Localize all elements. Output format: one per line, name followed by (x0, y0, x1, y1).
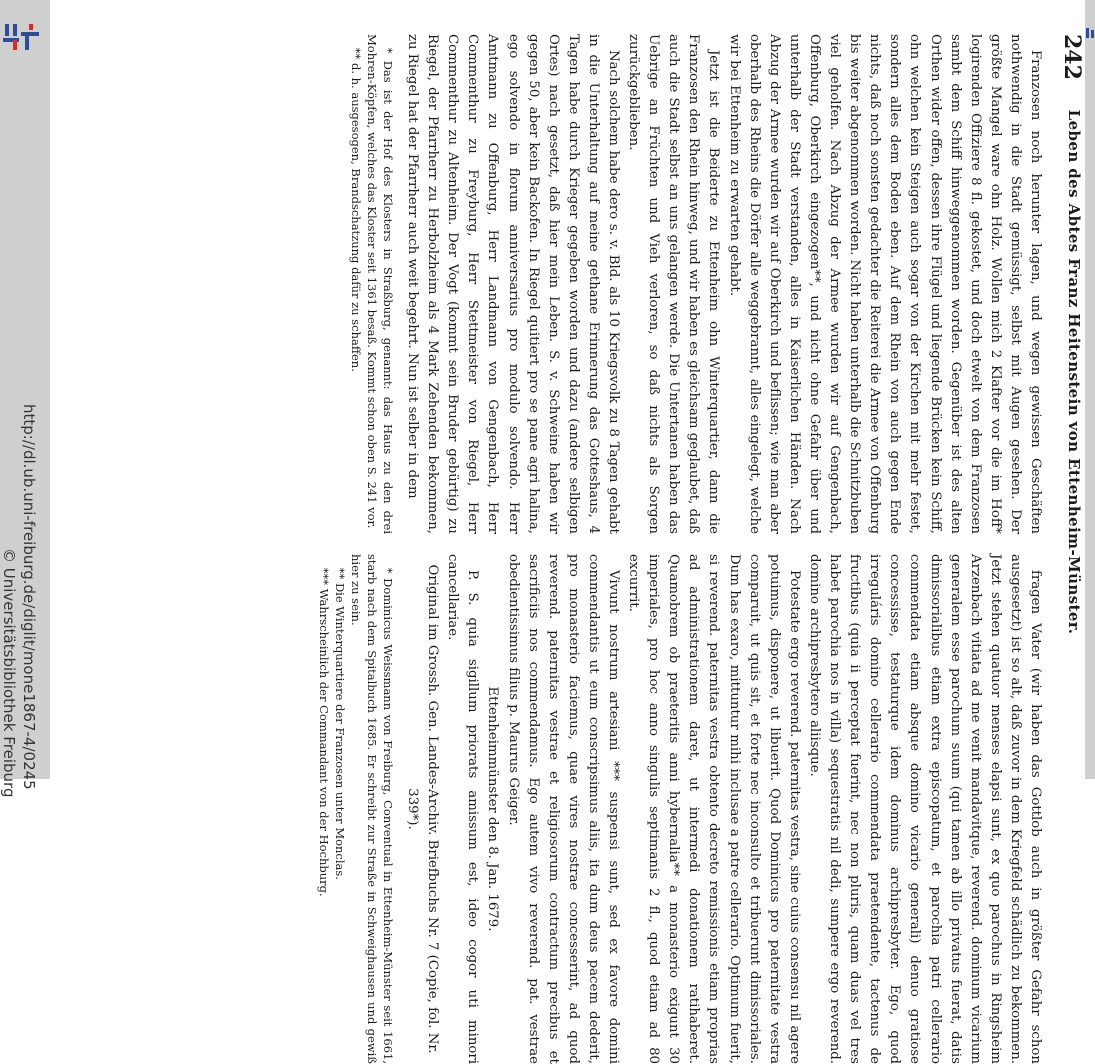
library-logo-icon[interactable] (3, 22, 41, 52)
paragraph: Franzosen noch herunter lagen, und wegen gewissen Geschäften nothwendig in die Stadt gemüssigt, selbst mit Augen gesehen. Der größte Mangel ware ohn Holz. Wollen mich 2 Klafter vor die im Hoff* logirenden Offiziere 8 fl. gekostet, und doch etwelt von dem Franzosen sambt dem Schiff hinweggenommen worden. Gegenüber ist des alten Orthen wider offen, dessen ihre Flügel und liegende Brücken kein Schiff, ohn welchen kein Steigen auch sogar von der Kirchen mit mehr festet, sondern alles dem Boden eben. Auf dem Rhein von auch gegen Ende nichts, daß noch sonsten gedachter die Reiterei die Armee von Offenburg bis weiter abgenommen worden. Nicht haben unterhalb die Schnitzbuben viel geholfen. Nach Abzug der Armee wurden wir auf Gengenbach, Offenburg, Oberkirch eingezogen**, und nicht ohne Gefahr über und unterhalb der Stadt verstanden, alles in Kaiserlichen Händen. Nach Abzug der Armee wurden wir auf Oberkirch und beflissen; wie man aber oberhalb des Rheins die Dörfer alle weggebrannt, alles eingelegt, welche wir bei Ettenheim zu erwarten gehabt. (726, 34, 1043, 534)
right-footnotes (316, 554, 396, 1064)
postscript: P. S. quia sigillum priorats amissum est, ideo cogor uti minori cancellariae. (445, 554, 481, 1064)
copyright-notice: © Universitätsbibliothek Freiburg (0, 548, 18, 798)
paragraph: Vivunt nostrum artesiani *** suspensi sunt, sed ex favore domini commendantis ut eum conscripsimus aliis, ita dum deus pacem dederit, pro monasterio faciemus, quae vires nostrae concesserint, ad quod reverend. paternitas vestrae et religiosorum contractum precibus et sacrificiis nos commendamus. Ego autem vivo reverend. pat. vestrae obedientissimus filius p. Maurus Geiger. (505, 554, 622, 1064)
page-number: 242 (1059, 34, 1085, 80)
viewer-left-sidebar (0, 0, 50, 798)
left-footnotes (348, 34, 396, 534)
footnote: ** Die Winterquartiere der Franzosen unter Monclas. (333, 567, 347, 880)
footnote: * Das ist der Hof des Klosters in Straßburg, genannt: das Haus zu den drei Mohren-Köpfen, welches das Kloster seit 1361 besaß. Kommt schon oben S. 241 vor. (365, 34, 395, 534)
footnote: * Dominicus Weissmann von Freiburg, Conventual in Ettenheim-Münster seit 1661, starb nach dem Spitalbuch 1685. Er schreibt zur Straße in Schweighausen und gewiß hier zu sein. (349, 554, 395, 1064)
document-url[interactable]: http://dl.ub.uni-freiburg.de/diglit/mone1867-4/0245 (20, 404, 38, 790)
right-text-column (317, 554, 1045, 1064)
running-head: Leben des Abtes Franz Heitenstein von Ettenheim-Münster. (1065, 109, 1083, 635)
footnote: ** d. h. ausgesogen, Brandschatzung dafür zu schaffen. (349, 47, 363, 372)
paragraph: Potestate ergo reverend. paternitas vestra, sine cuius consensu nil agere potuimus, disponere, ut libuerit. Quod Dominicus pro paternitate vestra comparuit, ut quis sit, et forte nec inconsulto et tribuerunt dimissoriales. Dum has exaro, mittuntur mihi inclusae a patre cellerario. Optimum fuerit, si reverend. paternitas vestra obtento decreto remissionis etiam proprias ad administrationem daret, ut intermedi donationem ratihaberet. Quamobrem ob praeteritis anni hybernalia** a monasterio exigunt 30 imperiales, pro hoc anno singulis septimanis 2 fl., quod etiam ad 80 excurrit. (626, 554, 802, 1064)
viewer-logo-fragment-icon (1085, 26, 1095, 42)
left-text-column (349, 34, 1045, 534)
dateline: Ettenheimmünster den 8. Jan. 1679. (485, 686, 501, 932)
paragraph: fragen Vater (wir haben das Gottlob auch in größter Gefahr schon ausgesetzt) ist so alt, daß zuvor in dem Kriegfeld schädlich zu bekommen. Jetzt stehen quatuor menses elapsi sunt, ex quo parochus in Ringsheim Arzenbach vitiata ad me venit mandavitque, reverend. dominum vicarium generalem esse parochum suum (qui tamen ab illo privatus fuerat, datis dimissorialibus etiam extra episcopatum, et parochia patri cellerario commendata etiam absque domino vicario generali) denuo gratiose concessisse, testaturque idem dominus archipresbyter. Ego, quod irreguláris domino cellerario commendata praetendente, tactenus de fructibus (quia ii perceptat fuerint, nec non pluris, quam duas vel tres habet parochia nos in villa) sequestratis nil dedi, sumpere ergo reverend. domino archipresbytero aliisque. (806, 554, 1043, 1064)
scanned-page (55, 34, 1085, 1064)
viewer-right-sidebar (1085, 0, 1095, 779)
paragraph: Jetzt ist die Beiderte zu Ettenheim ohn Winterquartier, dann die Franzosen den Rhein hinweg, und wir haben es gleichsam geglaubet, daß auch die Stadt selbst an uns gelangen werde. Die Untertanen haben das Uebrige an Früchten und Vieh verloren, so daß nichts als Sorgen zurückgeblieben. (626, 34, 722, 534)
source-citation: Original im Grossh. Gen. Landes-Archiv. Briefbuchs Nr. 7 (Copie, fol. Nr. 339*). (405, 564, 441, 1054)
footnote: *** Wahrscheinlich der Commandant von der Hochburg. (317, 567, 331, 897)
paragraph: Nach solchem habe dero s. v. Bld. als 10 Kriegsvolk zu 8 Tagen gehabt in die Unterhaltung auf meine gethane Erinnerung das Gotteshaus, 4 Tagen habe durch Krieger gegeben worden und dazu (andere selbigen Ortes) nach gesetzt, daß hier mein Leben. S. v. Schweine haben wir gegen 50, aber kein Backofen. In Riegel quitiert pro se pane agri halina, ego solvendo in florum anniversarius pro modulo solvendo. Herr Amtmann zu Offenburg, Herr Landmann von Gengenbach, Herr Commenthur zu Freyburg, Herr Stettmeister von Riegel, Herr Commenthur zu Altenheim. Der Vogt (kommt sein Bruder gebürtig) zu Riegel, der Pfarrherr zu Herbolzheim als 4 Mark Zehenden bekommen, zu Riegel hat der Pfarrherr auch weit begehrt. Nun ist selber in dem (405, 34, 622, 534)
